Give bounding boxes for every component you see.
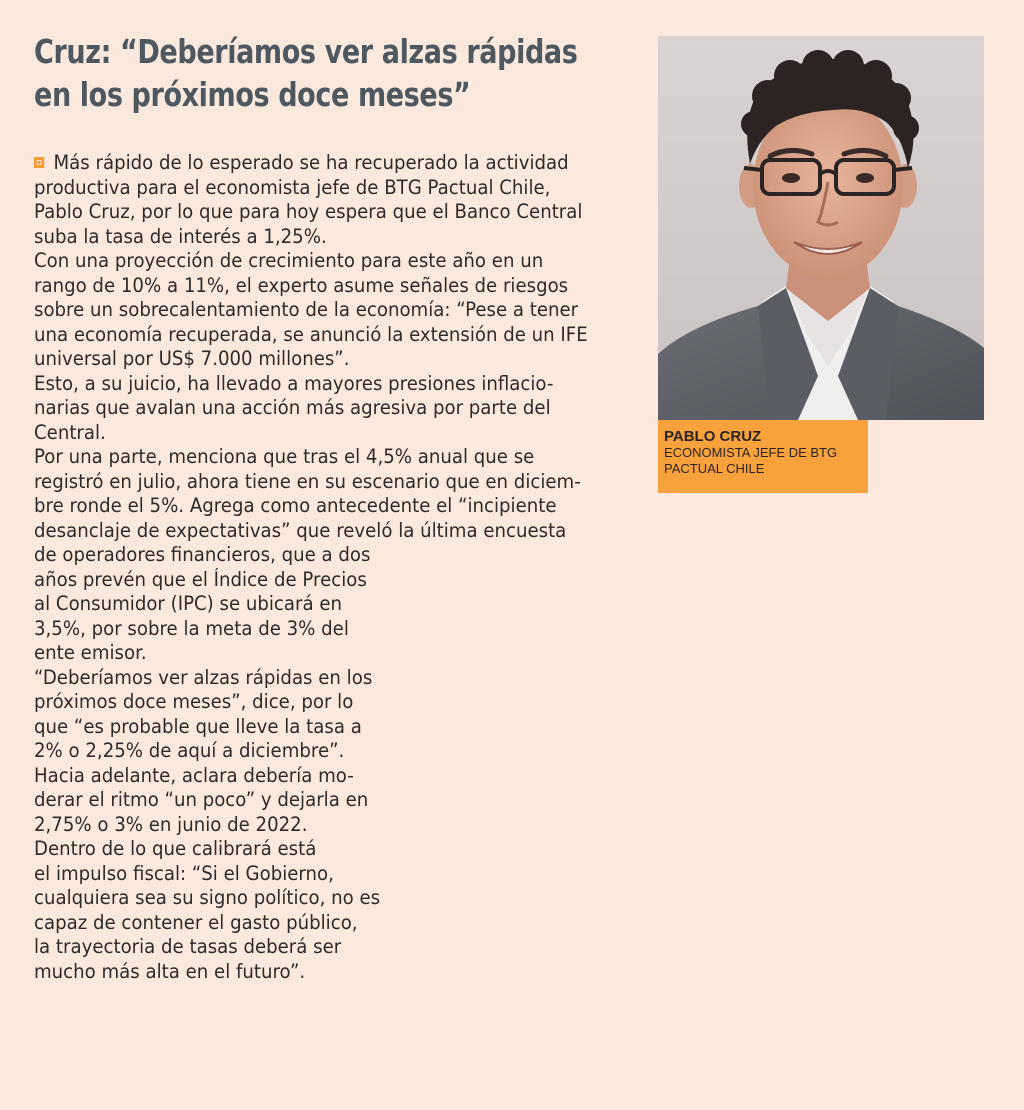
- body-line: al Consumidor (IPC) se ubicará en: [34, 592, 342, 615]
- body-line: Pablo Cruz, por lo que para hoy espera que el Banco Central: [34, 200, 583, 223]
- body-line: Con una proyección de crecimiento para este año en un: [34, 249, 544, 272]
- body-line: la trayectoria de tasas deberá ser: [34, 935, 342, 958]
- article-body: [34, 151, 624, 984]
- body-line: una economía recuperada, se anunció la extensión de un IFE: [34, 322, 588, 346]
- body-line: el impulso fiscal: “Si el Gobierno,: [34, 861, 334, 885]
- body-line: derar el ritmo “un poco” y dejarla en: [34, 788, 369, 811]
- body-line: 3,5%, por sobre la meta de 3% del: [34, 616, 349, 640]
- body-line: años prevén que el Índice de Precios: [34, 567, 367, 591]
- body-line: Dentro de lo que calibrará está: [34, 837, 317, 860]
- headline: [34, 30, 578, 116]
- body-line: Central.: [34, 420, 106, 444]
- body-line: productiva para el economista jefe de BTG Pactual Chile,: [34, 175, 551, 199]
- body-line: universal por US$ 7.000 millones”.: [34, 347, 350, 370]
- body-line: “Deberíamos ver alzas rápidas en los: [34, 665, 373, 689]
- caption-name: PABLO CRUZ: [664, 428, 762, 445]
- body-line: [34, 151, 583, 176]
- body-line: Por una parte, menciona que tras el 4,5% anual que se: [34, 445, 535, 468]
- body-line: próximos doce meses”, dice, por lo: [34, 690, 354, 713]
- body-line: desanclaje de expectativas” que reveló la última encuesta: [34, 518, 567, 542]
- body-line: bre ronde el 5%. Agrega como antecedente el “incipiente: [34, 494, 557, 517]
- caption-role: ECONOMISTA JEFE DE BTG PACTUAL CHILE: [664, 445, 838, 476]
- portrait-photo: [658, 36, 984, 420]
- photo-caption: [658, 420, 868, 493]
- body-line: Esto, a su juicio, ha llevado a mayores presiones inflacio-: [34, 371, 554, 395]
- headline-line-1: Cruz: “Deberíamos ver alzas rápidas: [34, 32, 578, 71]
- body-line: capaz de contener el gasto público,: [34, 910, 358, 934]
- body-line-text: Más rápido de lo esperado se ha recuperado la actividad: [53, 151, 569, 174]
- body-line: sobre un sobrecalentamiento de la economía: “Pese a tener: [34, 298, 579, 321]
- headline-line-2: en los próximos doce meses”: [34, 75, 471, 114]
- body-line: de operadores financieros, que a dos: [34, 543, 371, 566]
- portrait-illustration: [658, 36, 984, 420]
- orange-square-bullet-icon: [34, 157, 44, 168]
- body-line: 2,75% o 3% en junio de 2022.: [34, 812, 308, 836]
- body-line: Hacia adelante, aclara debería mo-: [34, 763, 354, 787]
- body-line: mucho más alta en el futuro”.: [34, 959, 306, 983]
- body-line: registró en julio, ahora tiene en su escenario que en diciem-: [34, 469, 581, 493]
- body-line: ente emisor.: [34, 641, 147, 664]
- body-line: rango de 10% a 11%, el experto asume señales de riesgos: [34, 273, 569, 297]
- body-line: cualquiera sea su signo político, no es: [34, 886, 381, 909]
- body-line: 2% o 2,25% de aquí a diciembre”.: [34, 739, 345, 762]
- body-line: suba la tasa de interés a 1,25%.: [34, 224, 327, 248]
- body-line: narias que avalan una acción más agresiva por parte del: [34, 396, 551, 419]
- body-line: que “es probable que lleve la tasa a: [34, 714, 362, 738]
